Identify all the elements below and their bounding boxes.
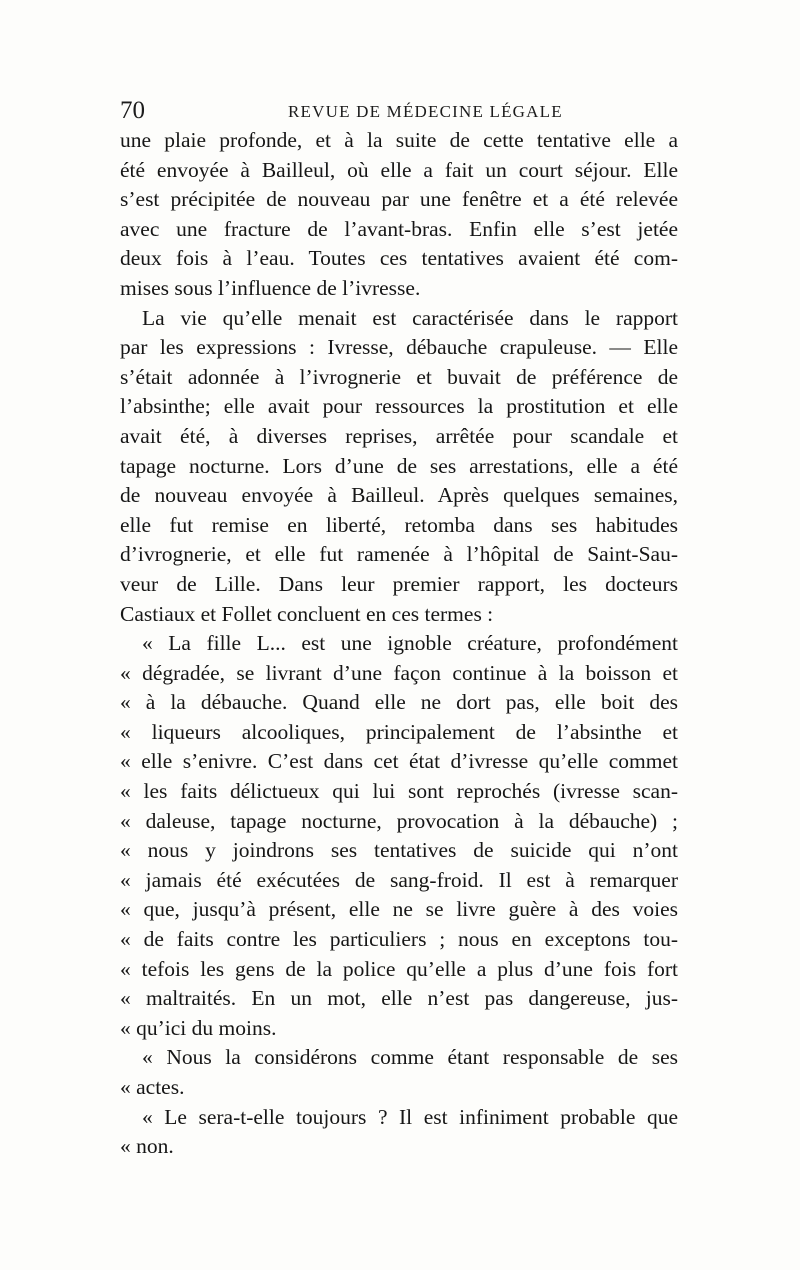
text-line: tapage nocturne. Lors d’une de ses arrestations, elle a été <box>120 453 678 478</box>
running-head: REVUE DE MÉDECINE LÉGALE <box>288 102 563 121</box>
text-line: deux fois à l’eau. Toutes ces tentatives avaient été com- <box>120 246 678 271</box>
text-line: elle fut remise en liberté, retomba dans ses habitudes <box>120 512 678 537</box>
text-line: « Nous la considérons comme étant responsable de ses <box>142 1045 678 1070</box>
text-line: une plaie profonde, et à la suite de cette tentative elle a <box>120 128 678 152</box>
text-line: « jamais été exécutées de sang-froid. Il est à remarquer <box>120 867 678 892</box>
text-line: avait été, à diverses reprises, arrêtée pour scandale et <box>120 423 678 448</box>
text-line: « non. <box>120 1134 174 1159</box>
text-line: « Le sera-t-elle toujours ? Il est infiniment probable que <box>142 1104 678 1129</box>
text-line: « maltraités. En un mot, elle n’est pas dangereuse, jus- <box>120 986 678 1011</box>
text-line: l’absinthe; elle avait pour ressources la prostitution et elle <box>120 394 678 419</box>
text-line: d’ivrognerie, et elle fut ramenée à l’hôpital de Saint-Sau- <box>120 542 678 567</box>
text-line: Castiaux et Follet concluent en ces termes : <box>120 601 494 626</box>
text-line: s’était adonnée à l’ivrognerie et buvait de préférence de <box>120 364 678 389</box>
text-line: de nouveau envoyée à Bailleul. Après quelques semaines, <box>120 483 678 508</box>
text-line: « les faits délictueux qui lui sont reprochés (ivresse scan- <box>120 779 678 804</box>
text-line: avec une fracture de l’avant-bras. Enfin elle s’est jetée <box>120 216 678 241</box>
text-line: « qu’ici du moins. <box>120 1015 277 1040</box>
text-line: « elle s’enivre. C’est dans cet état d’ivresse qu’elle commet <box>120 749 678 774</box>
text-line: été envoyée à Bailleul, où elle a fait un court séjour. Elle <box>120 157 678 182</box>
text-line: mises sous l’influence de l’ivresse. <box>120 275 421 300</box>
text-line: « de faits contre les particuliers ; nous en exceptons tou- <box>120 927 678 952</box>
text-line: « daleuse, tapage nocturne, provocation à la débauche) ; <box>120 808 678 833</box>
text-line: « actes. <box>120 1075 185 1099</box>
text-line: « dégradée, se livrant d’une façon continue à la boisson et <box>120 660 678 685</box>
body-text <box>120 126 678 1162</box>
page-header <box>120 96 680 126</box>
page-number: 70 <box>120 97 145 124</box>
text-line: « liqueurs alcooliques, principalement de l’absinthe et <box>120 719 678 744</box>
text-line: « tefois les gens de la police qu’elle a plus d’une fois fort <box>120 956 678 981</box>
text-line: La vie qu’elle menait est caractérisée dans le rapport <box>142 305 678 330</box>
text-line: s’est précipitée de nouveau par une fenêtre et a été relevée <box>120 187 678 212</box>
text-line: « nous y joindrons ses tentatives de suicide qui n’ont <box>120 838 678 863</box>
text-line: par les expressions : Ivresse, débauche crapuleuse. — Elle <box>120 335 678 360</box>
text-line: veur de Lille. Dans leur premier rapport, les docteurs <box>120 571 678 596</box>
text-line: « La fille L... est une ignoble créature, profondément <box>142 631 678 656</box>
text-line: « à la débauche. Quand elle ne dort pas, elle boit des <box>120 690 678 715</box>
text-line: « que, jusqu’à présent, elle ne se livre guère à des voies <box>120 897 678 922</box>
